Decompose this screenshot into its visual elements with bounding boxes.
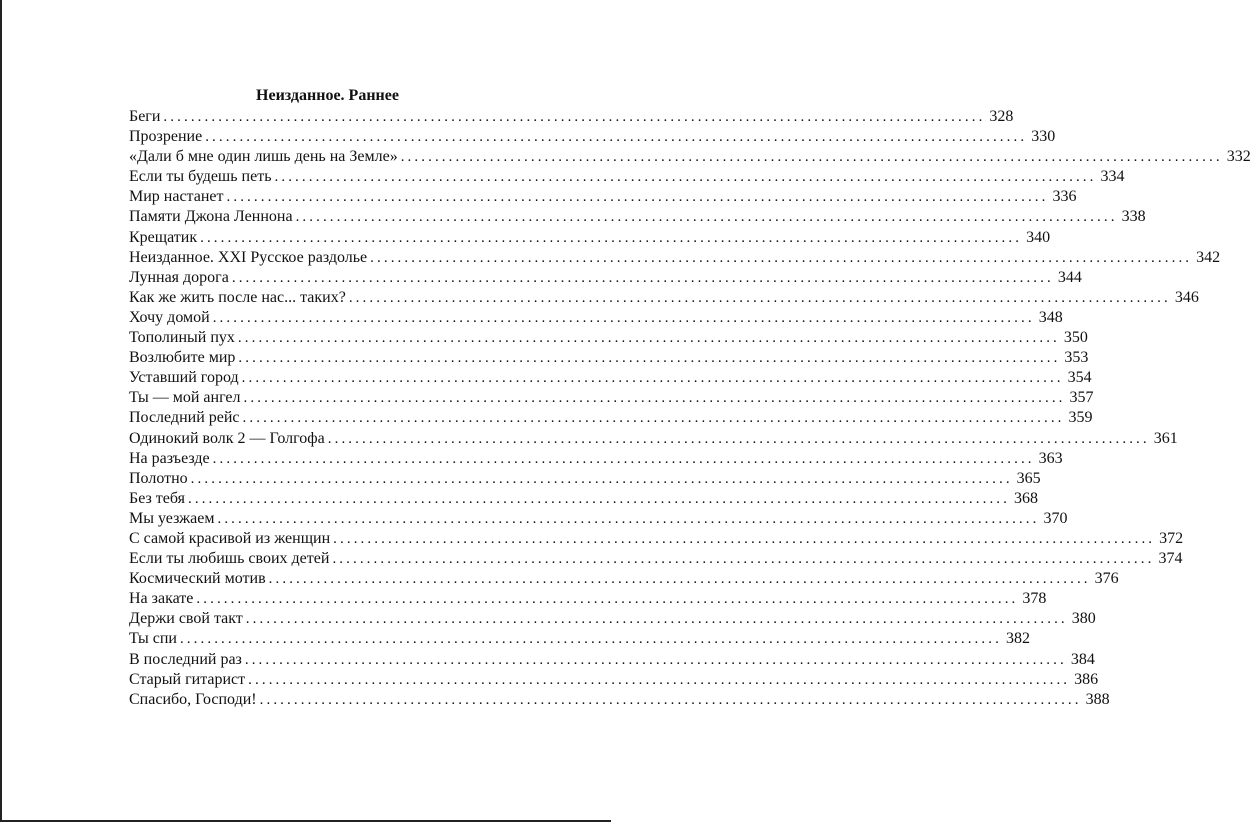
toc-entry[interactable] bbox=[129, 308, 1063, 328]
table-of-contents bbox=[129, 86, 1251, 710]
dot-leader: ........................................................................................................................ bbox=[231, 269, 1054, 286]
entry-title: Неизданное. XXI Русское раздолье bbox=[129, 248, 368, 266]
entry-title: Ты спи bbox=[129, 630, 177, 648]
entry-title: Памяти Джона Леннона bbox=[129, 208, 293, 226]
toc-entry[interactable] bbox=[129, 429, 1178, 449]
entry-title: Ты — мой ангел bbox=[129, 389, 241, 407]
toc-entry[interactable] bbox=[129, 529, 1184, 549]
entry-page-number: 340 bbox=[1026, 228, 1051, 246]
dot-leader: ........................................................................................................................ bbox=[248, 671, 1071, 688]
entry-title: Прозрение bbox=[129, 128, 203, 146]
entry-page-number: 359 bbox=[1068, 409, 1093, 427]
toc-entry[interactable] bbox=[129, 228, 1051, 248]
entry-title: Крещатик bbox=[129, 228, 198, 246]
entry-title: Уставший город bbox=[129, 369, 239, 387]
dot-leader: ........................................................................................................................ bbox=[243, 390, 1066, 407]
toc-entry[interactable] bbox=[129, 690, 1110, 710]
entry-title: Тополиный пух bbox=[129, 329, 235, 347]
toc-entry[interactable] bbox=[129, 408, 1093, 428]
entry-title: Мы уезжаем bbox=[129, 509, 215, 527]
entry-page-number: 350 bbox=[1063, 329, 1088, 347]
toc-entry[interactable] bbox=[129, 549, 1183, 569]
entry-page-number: 344 bbox=[1057, 268, 1082, 286]
entry-page-number: 378 bbox=[1022, 590, 1047, 608]
toc-entry[interactable] bbox=[129, 288, 1199, 308]
dot-leader: ........................................................................................................................ bbox=[205, 129, 1028, 146]
entry-page-number: 334 bbox=[1100, 168, 1125, 186]
entry-page-number: 365 bbox=[1016, 469, 1041, 487]
toc-entry[interactable] bbox=[129, 670, 1099, 690]
toc-entry[interactable] bbox=[129, 167, 1125, 187]
toc-entry[interactable] bbox=[129, 107, 1014, 127]
toc-entry[interactable] bbox=[129, 348, 1089, 368]
entry-title: Спасибо, Господи! bbox=[129, 690, 257, 708]
dot-leader: ........................................................................................................................ bbox=[333, 530, 1156, 547]
entry-page-number: 361 bbox=[1153, 429, 1178, 447]
entry-title: Если ты будешь петь bbox=[129, 168, 272, 186]
entry-page-number: 330 bbox=[1031, 128, 1056, 146]
entry-page-number: 336 bbox=[1052, 188, 1077, 206]
dot-leader: ........................................................................................................................ bbox=[400, 149, 1223, 166]
toc-entry[interactable] bbox=[129, 650, 1095, 670]
toc-entry[interactable] bbox=[129, 449, 1063, 469]
dot-leader: ........................................................................................................................ bbox=[327, 430, 1150, 447]
entry-title: Если ты любишь своих детей bbox=[129, 550, 330, 568]
entry-title: Лунная дорога bbox=[129, 268, 229, 286]
page-border-left bbox=[0, 0, 2, 822]
toc-entry[interactable] bbox=[129, 489, 1038, 509]
entry-title: В последний раз bbox=[129, 650, 242, 668]
entry-page-number: 380 bbox=[1071, 610, 1096, 628]
entry-title: Возлюбите мир bbox=[129, 349, 236, 367]
dot-leader: ........................................................................................................................ bbox=[238, 350, 1061, 367]
dot-leader: ........................................................................................................................ bbox=[245, 611, 1068, 628]
dot-leader: ........................................................................................................................ bbox=[226, 189, 1049, 206]
entry-page-number: 363 bbox=[1038, 449, 1063, 467]
dot-leader: ........................................................................................................................ bbox=[196, 591, 1019, 608]
entry-page-number: 338 bbox=[1121, 208, 1146, 226]
toc-entry[interactable] bbox=[129, 388, 1094, 408]
dot-leader: ........................................................................................................................ bbox=[237, 330, 1060, 347]
dot-leader: ........................................................................................................................ bbox=[163, 109, 986, 125]
entry-title: На закате bbox=[129, 590, 194, 608]
dot-leader: ........................................................................................................................ bbox=[179, 631, 1002, 648]
dot-leader: ........................................................................................................................ bbox=[268, 571, 1091, 588]
entry-page-number: 382 bbox=[1005, 630, 1030, 648]
entry-title: Без тебя bbox=[129, 489, 185, 507]
dot-leader: ........................................................................................................................ bbox=[200, 229, 1023, 246]
entry-title: «Дали б мне один лишь день на Земле» bbox=[129, 148, 398, 166]
toc-entry[interactable] bbox=[129, 509, 1068, 529]
toc-entry[interactable] bbox=[129, 328, 1088, 348]
toc-entry[interactable] bbox=[129, 629, 1030, 649]
entry-page-number: 372 bbox=[1159, 529, 1184, 547]
dot-leader: ........................................................................................................................ bbox=[188, 490, 1010, 507]
entry-title: Держи свой такт bbox=[129, 610, 243, 628]
entry-page-number: 328 bbox=[989, 108, 1014, 125]
entry-page-number: 332 bbox=[1226, 148, 1251, 166]
section-title: Неизданное. Раннее bbox=[256, 87, 399, 104]
entry-page-number: 346 bbox=[1174, 288, 1199, 306]
dot-leader: ........................................................................................................................ bbox=[241, 370, 1064, 387]
dot-leader: ........................................................................................................................ bbox=[242, 410, 1065, 427]
dot-leader: ........................................................................................................................ bbox=[274, 169, 1097, 186]
toc-entry[interactable] bbox=[129, 609, 1096, 629]
dot-leader: ........................................................................................................................ bbox=[370, 249, 1193, 266]
entry-page-number: 388 bbox=[1085, 690, 1110, 708]
dot-leader: ........................................................................................................................ bbox=[295, 209, 1118, 226]
entry-title: Мир настанет bbox=[129, 188, 224, 206]
toc-entry[interactable] bbox=[129, 469, 1041, 489]
toc-entry[interactable] bbox=[129, 368, 1092, 388]
entry-title: Беги bbox=[129, 108, 161, 125]
toc-entry[interactable] bbox=[129, 147, 1251, 167]
entry-page-number: 357 bbox=[1069, 389, 1094, 407]
toc-entry[interactable] bbox=[129, 569, 1119, 589]
toc-entry[interactable] bbox=[129, 127, 1056, 147]
entry-page-number: 354 bbox=[1067, 369, 1092, 387]
entry-title: На разъезде bbox=[129, 449, 210, 467]
dot-leader: ........................................................................................................................ bbox=[190, 470, 1013, 487]
entry-page-number: 376 bbox=[1094, 570, 1119, 588]
dot-leader: ........................................................................................................................ bbox=[212, 309, 1035, 326]
entry-title: Старый гитарист bbox=[129, 670, 246, 688]
entry-title: Одинокий волк 2 — Голгофа bbox=[129, 429, 325, 447]
dot-leader: ........................................................................................................................ bbox=[217, 510, 1040, 527]
entry-title: Космический мотив bbox=[129, 570, 266, 588]
toc-entry[interactable] bbox=[129, 187, 1077, 207]
entry-page-number: 368 bbox=[1014, 489, 1038, 507]
entry-page-number: 386 bbox=[1074, 670, 1099, 688]
entry-page-number: 384 bbox=[1070, 650, 1095, 668]
dot-leader: ........................................................................................................................ bbox=[259, 691, 1082, 708]
entry-page-number: 342 bbox=[1196, 248, 1221, 266]
entry-title: Как же жить после нас... таких? bbox=[129, 288, 346, 306]
dot-leader: ........................................................................................................................ bbox=[332, 551, 1155, 568]
entry-title: Полотно bbox=[129, 469, 188, 487]
entry-page-number: 353 bbox=[1064, 349, 1089, 367]
dot-leader: ........................................................................................................................ bbox=[348, 289, 1171, 306]
entry-title: Хочу домой bbox=[129, 308, 210, 326]
entry-title: С самой красивой из женщин bbox=[129, 529, 331, 547]
entry-page-number: 348 bbox=[1038, 308, 1063, 326]
toc-entry[interactable] bbox=[129, 589, 1047, 609]
toc-entry[interactable] bbox=[129, 268, 1082, 288]
toc-entry-list bbox=[129, 107, 1251, 710]
dot-leader: ........................................................................................................................ bbox=[244, 651, 1067, 668]
toc-entry[interactable] bbox=[129, 248, 1221, 268]
entry-page-number: 374 bbox=[1158, 550, 1183, 568]
toc-entry[interactable] bbox=[129, 207, 1146, 227]
entry-title: Последний рейс bbox=[129, 409, 240, 427]
dot-leader: ........................................................................................................................ bbox=[212, 450, 1035, 467]
entry-page-number: 370 bbox=[1043, 509, 1068, 527]
